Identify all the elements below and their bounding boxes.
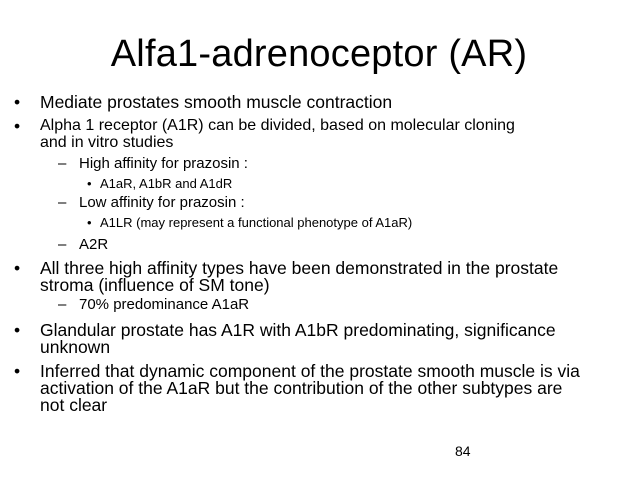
sub-predominance: 70% predominance A1aR [79,296,250,313]
page-number: 84 [455,443,471,459]
dash-marker: – [58,296,67,313]
bullet-2-line-1: Alpha 1 receptor (A1R) can be divided, based on molecular cloning [40,117,515,134]
bullet-5-line-2: activation of the A1aR but the contribution of the other subtypes are [40,378,563,398]
bullet-1-text: Mediate prostates smooth muscle contraction [40,92,393,112]
bullet-marker: • [14,361,21,381]
bullet-marker: • [87,176,92,191]
slide-title: Alfa1-adrenoceptor (AR) [110,33,528,75]
bullet-marker: • [14,116,21,136]
dash-marker: – [58,155,67,172]
subsub-high-affinity-types: A1aR, A1bR and A1dR [100,176,233,191]
subsub-low-affinity-type: A1LR (may represent a functional phenotype of A1aR) [100,215,413,230]
bullet-2-line-2: and in vitro studies [40,134,174,151]
bullet-5-line-1: Inferred that dynamic component of the prostate smooth muscle is via [40,361,580,381]
bullet-marker: • [14,258,21,278]
bullet-5-line-3: not clear [40,395,108,415]
bullet-marker: • [87,215,92,230]
bullet-marker: • [14,92,21,112]
bullet-4-line-1: Glandular prostate has A1R with A1bR predominating, significance [40,320,556,340]
dash-marker: – [58,194,67,211]
sub-a2r: A2R [79,236,109,253]
bullet-marker: • [14,320,21,340]
dash-marker: – [58,236,67,253]
bullet-3-line-1: All three high affinity types have been demonstrated in the prostate [40,258,559,278]
bullet-4-line-2: unknown [40,337,111,357]
sub-high-affinity: High affinity for prazosin : [79,155,248,172]
bullet-3-line-2: stroma (influence of SM tone) [40,275,270,295]
sub-low-affinity: Low affinity for prazosin : [79,194,245,211]
